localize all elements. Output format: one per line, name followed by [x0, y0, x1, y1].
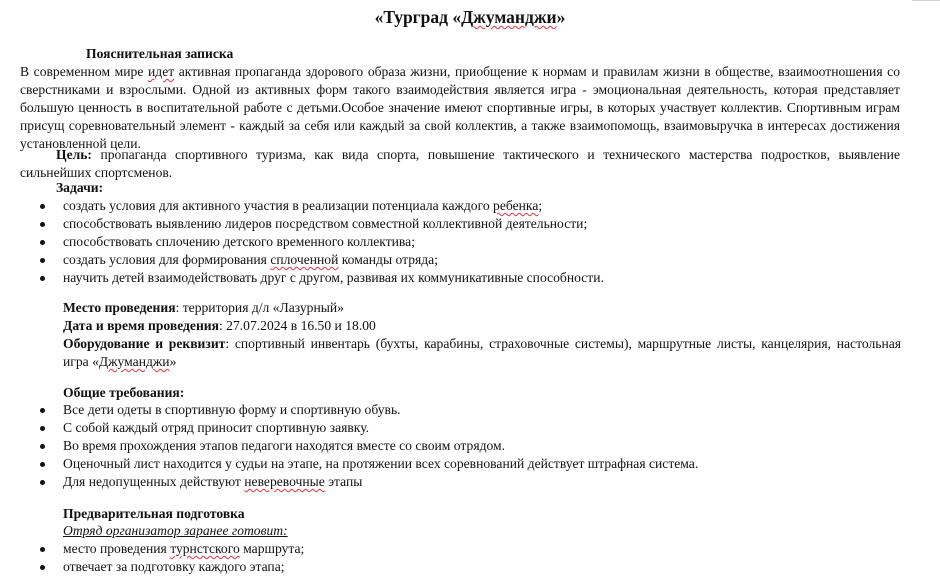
equipment-word: Джуманджи	[98, 354, 170, 369]
page-corner-edge	[912, 0, 940, 5]
datetime-line	[63, 317, 901, 335]
general-list	[0, 401, 900, 491]
intro-paragraph	[20, 63, 900, 153]
list-item: отвечает за подготовку каждого этапа;	[0, 558, 900, 576]
list-item: Для недопущенных действуют неверевочные этапы	[0, 473, 900, 491]
equipment-text: : спортивный инвентарь (бухты, карабины, страховочные системы), маршрутные листы, канцелярия, настольная игра «	[63, 336, 902, 369]
goal-paragraph	[20, 146, 900, 182]
tasks-list	[0, 197, 900, 287]
intro-part-1: В современном мире	[20, 64, 148, 79]
equipment-label: Оборудование и реквизит	[63, 336, 226, 351]
list-item: С собой каждый отряд приносит спортивную заявку.	[0, 419, 900, 437]
equipment-paragraph	[63, 335, 901, 371]
venue-text: : территория д/л «Лазурный»	[175, 300, 344, 315]
venue-label: Место проведения	[63, 300, 176, 315]
list-item: научить детей взаимодействовать друг с другом, развивая их коммуникативные способности.	[0, 269, 900, 287]
explanatory-heading: Пояснительная записка	[86, 46, 234, 61]
list-item: место проведения турнстского маршрута;	[0, 540, 900, 558]
title-word: Джуманджи	[461, 7, 557, 27]
intro-word: идет	[148, 64, 175, 79]
prep-subheading: Отряд организатор заранее готовит:	[63, 523, 288, 538]
prep-list	[0, 540, 900, 576]
document-title	[0, 6, 940, 28]
tasks-heading: Задачи:	[56, 180, 104, 195]
venue-line	[63, 299, 901, 317]
equipment-end: »	[169, 354, 177, 369]
datetime-text: : 27.07.2024 в 16.50 и 18.00	[219, 318, 376, 333]
list-item: Оценочный лист находится у судьи на этапе, на протяжении всех соревнований действует штрафная система.	[0, 455, 900, 473]
title-suffix: »	[556, 7, 566, 27]
prep-heading: Предварительная подготовка	[63, 506, 245, 521]
list-item: создать условия для формирования сплоченной команды отряда;	[0, 251, 900, 269]
general-heading: Общие требования:	[63, 385, 185, 400]
title-prefix: «Турград «	[374, 7, 462, 27]
list-item: способствовать сплочению детского временного коллектива;	[0, 233, 900, 251]
datetime-label: Дата и время проведения	[63, 318, 219, 333]
list-item: Во время прохождения этапов педагоги находятся вместе со своим отрядом.	[0, 437, 900, 455]
list-item: Все дети одеты в спортивную форму и спортивную обувь.	[0, 401, 900, 419]
goal-label: Цель:	[56, 147, 92, 162]
goal-text: пропаганда спортивного туризма, как вида спорта, повышение тактического и технического мастерства подростков, выявление сильнейших спортсменов.	[20, 147, 900, 180]
list-item: способствовать выявлению лидеров посредством совместной коллективной деятельности;	[0, 215, 900, 233]
list-item: создать условия для активного участия в реализации потенциала каждого ребенка;	[0, 197, 900, 215]
intro-part-2: активная пропаганда здорового образа жизни, приобщение к нормам и правилам жизни в обществе, взаимоотношения со сверстниками и взрослыми. Одной из активных форм такого взаимодействия является игра - эмоциональная деятельность, которая представляет большую ценность в воспитательной работе с детьми.Особое значение имеют спортивные игры, в которых участвует коллектив. Спортивным играм присущ соревновательный элемент - каждый за себя или каждый за свой коллектив, а также взаимопомощь, взаимовыручка в интересах достижения установленной цели.	[20, 64, 901, 151]
